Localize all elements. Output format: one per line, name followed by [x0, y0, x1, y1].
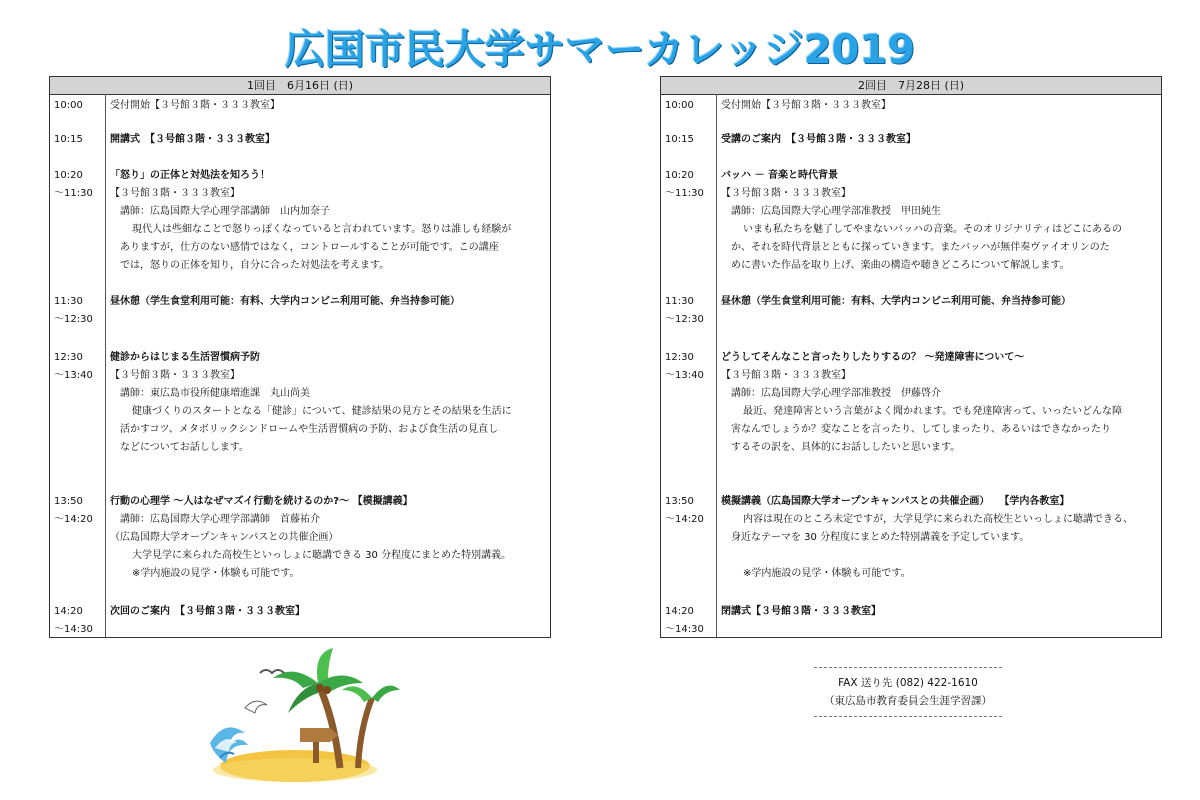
time-start: 13:50 [665, 496, 694, 507]
time-column-divider [105, 94, 106, 637]
event-description: などについてお話しします。 [120, 442, 249, 453]
time-start: 14:20 [54, 606, 83, 617]
event-description: 身近なテーマを 30 分程度にまとめた特別講義を予定しています。 [731, 532, 1030, 543]
fax-recipient: （東広島市教育委員会生涯学習課） [824, 695, 992, 707]
event-title: 昼休憩（学生食堂利用可能：有料、大学内コンビニ利用可能、弁当持参可能） [721, 296, 1071, 307]
time-end: 〜14:20 [665, 514, 704, 525]
event-title: 昼休憩（学生食堂利用可能：有料、大学内コンビニ利用可能、弁当持参可能） [110, 296, 460, 307]
event-note: （広島国際大学オープンキャンパスとの共催企画） [110, 532, 339, 543]
event-description: 活かすコツ、メタボリックシンドロームや生活習慣病の予防、および食生活の見直し [120, 424, 499, 435]
fax-number: FAX 送り先 (082) 422-1610 [838, 677, 978, 689]
event-description: 現代人は些細なことで怒りっぽくなっていると言われています。怒りは誰しも経験が [132, 224, 512, 235]
time-start: 10:00 [665, 100, 694, 111]
event-lecturer: 講師：広島国際大学心理学部准教授 伊藤啓介 [731, 388, 941, 399]
time-column-divider [716, 94, 717, 637]
time-end: 〜12:30 [54, 314, 93, 325]
event-title: 受講のご案内 【３号館３階・３３３教室】 [721, 134, 916, 145]
event-title: 「怒り」の正体と対処法を知ろう！ [110, 170, 270, 181]
schedule-panel-day2 [660, 76, 1162, 638]
time-end: 〜14:20 [54, 514, 93, 525]
event-lecturer: 講師：広島国際大学心理学部准教授 甲田純生 [731, 206, 941, 217]
time-end: 〜11:30 [54, 188, 93, 199]
event-title: 行動の心理学 〜人はなぜマズイ行動を続けるのか?〜 【模擬講義】 [110, 496, 413, 507]
event-lecturer: 講師：東広島市役所健康増進課 丸山尚美 [120, 388, 310, 399]
event-title: 健診からはじまる生活習慣病予防 [110, 352, 260, 363]
event-title: バッハ － 音楽と時代背景 [721, 170, 838, 181]
divider [814, 716, 1002, 717]
event-description: ありますが，仕方のない感情ではなく，コントロールすることが可能です。この講座 [120, 242, 499, 253]
time-end: 〜13:40 [665, 370, 704, 381]
palm-leaves-icon [273, 648, 400, 713]
time-start: 10:20 [665, 170, 694, 181]
schedule-panel-day1 [49, 76, 551, 638]
time-end: 〜11:30 [665, 188, 704, 199]
event-description: めに書いた作品を取り上げ、楽曲の構造や聴きどころについて解説します。 [731, 260, 1070, 271]
time-start: 14:20 [665, 606, 694, 617]
time-start: 10:15 [665, 134, 694, 145]
time-end: 〜12:30 [665, 314, 704, 325]
spacer-line [721, 547, 1155, 565]
event-description: 内容は現在のところ未定ですが，大学見学に来られた高校生といっしょに聴講できる、 [743, 514, 1133, 525]
event-description: 健康づくりのスタートとなる「健診」について、健診結果の見方とその結果を生活に [132, 406, 512, 417]
event-note: ※学内施設の見学・体験も可能です。 [132, 568, 300, 579]
time-end: 〜13:40 [54, 370, 93, 381]
event-lecturer: 講師：広島国際大学心理学部講師 首藤祐介 [120, 514, 320, 525]
event-title: 受付開始【３号館３階・３３３教室】 [721, 100, 891, 111]
event-location: 【３号館３階・３３３教室】 [110, 370, 240, 381]
event-title: 次回のご案内 【３号館３階・３３３教室】 [110, 606, 305, 617]
event-title: どうしてそんなこと言ったりしたりするの？ 〜発達障害について〜 [721, 352, 1025, 363]
beach-palm-island-illustration [190, 648, 400, 788]
event-description: するその訳を、具体的にお話ししたいと思います。 [731, 442, 961, 453]
event-title: 模擬講義（広島国際大学オープンキャンパスとの共催企画） 【学内各教室】 [721, 496, 1070, 507]
time-start: 10:15 [54, 134, 83, 145]
time-end: 〜14:30 [54, 624, 93, 635]
page-title: 広国市民大学サマーカレッジ2019 [284, 27, 916, 73]
seagull-icon [260, 670, 284, 673]
time-end: 〜14:30 [665, 624, 704, 635]
time-start: 11:30 [54, 296, 83, 307]
event-title: 受付開始【３号館３階・３３３教室】 [110, 100, 280, 111]
event-location: 【３号館３階・３３３教室】 [721, 188, 851, 199]
event-title: 開講式 【３号館３階・３３３教室】 [110, 134, 275, 145]
event-description: 最近、発達障害という言葉がよく聞かれます。でも発達障害って、いったいどんな障 [743, 406, 1122, 417]
day2-header: 2回目 7月28日 (日) [661, 77, 1161, 95]
divider [814, 667, 1002, 668]
event-title: 閉講式【３号館３階・３３３教室】 [721, 606, 881, 617]
time-start: 10:20 [54, 170, 83, 181]
day1-header: 1回目 6月16日 (日) [50, 77, 550, 95]
event-description: では，怒りの正体を知り，自分に合った対処法を考えます。 [120, 260, 390, 271]
event-description: 大学見学に来られた高校生といっしょに聴講できる 30 分程度にまとめた特別講義。 [132, 550, 512, 561]
time-start: 12:30 [665, 352, 694, 363]
event-note: ※学内施設の見学・体験も可能です。 [743, 568, 911, 579]
time-start: 13:50 [54, 496, 83, 507]
event-location: 【３号館３階・３３３教室】 [721, 370, 851, 381]
event-description: 害なんでしょうか？変なことを言ったり、してしまったり、あるいはできなかったり [731, 424, 1111, 435]
time-start: 10:00 [54, 100, 83, 111]
event-description: いまも私たちを魅了してやまないバッハの音楽。そのオリジナリティはどこにあるの [743, 224, 1122, 235]
event-location: 【３号館３階・３３３教室】 [110, 188, 240, 199]
event-description: か、それを時代背景とともに探っていきます。またバッハが無伴奏ヴァイオリンのた [731, 242, 1110, 253]
fax-info-block [812, 667, 1004, 717]
event-lecturer: 講師：広島国際大学心理学部講師 山内加奈子 [120, 206, 330, 217]
time-start: 12:30 [54, 352, 83, 363]
time-start: 11:30 [665, 296, 694, 307]
